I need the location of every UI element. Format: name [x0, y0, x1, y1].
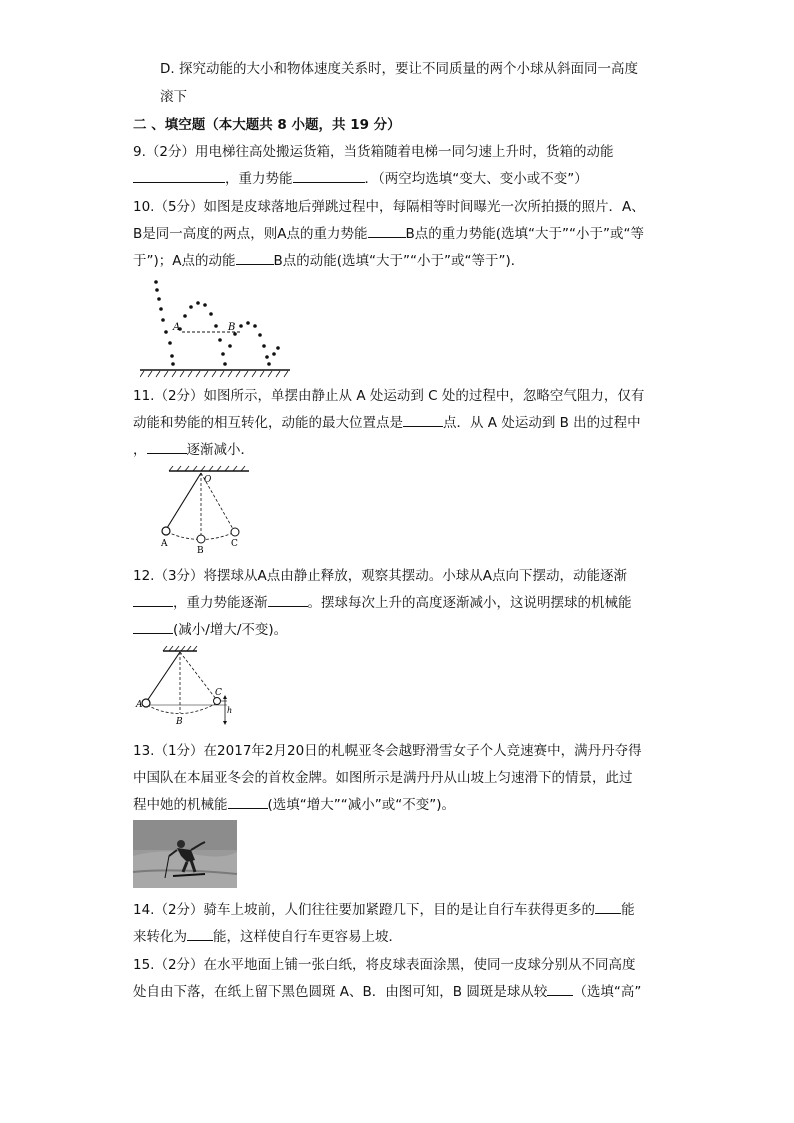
q10-text-3: 于”)；A点的动能 [133, 253, 236, 269]
q15-blank-1[interactable] [547, 983, 573, 996]
section-heading: 二 、填空题（本大题共 8 小题，共 19 分） [133, 117, 401, 133]
q12-pendulum-figure [133, 645, 243, 727]
q13-line3 [133, 796, 455, 814]
q11-blank-1[interactable] [403, 414, 443, 427]
option-d-line1: D. 探究动能的大小和物体速度关系时，要让不同质量的两个小球从斜面同一高度 [160, 61, 638, 77]
q12-text-3: (减小/增大/不变)。 [173, 622, 288, 638]
q14-blank-1[interactable] [595, 901, 621, 914]
q11-text-1: 动能和势能的相互转化，动能的最大位置点是 [133, 415, 403, 431]
q12-line3 [133, 621, 287, 639]
q11-line1: 11.（2分）如图所示，单摆由静止从 A 处运动到 C 处的过程中，忽略空气阻力，仅有 [133, 388, 645, 404]
q11-text-2: 点．从 A 处运动到 B 出的过程中 [443, 415, 641, 431]
q9-blank-2[interactable] [293, 170, 365, 183]
q10-line2 [133, 225, 644, 243]
q12-blank-2[interactable] [268, 594, 308, 607]
q12-label-a: A [136, 700, 143, 710]
q11-blank-2[interactable] [147, 441, 187, 454]
q14-blank-2[interactable] [187, 928, 213, 941]
q14-line2 [133, 928, 402, 946]
q11-line3 [133, 441, 254, 459]
q9-text-1: ，重力势能 [225, 171, 293, 187]
q10-text-2: B点的重力势能(选填“大于”“小于”或“等 [405, 226, 644, 242]
q15-line2 [133, 983, 641, 1001]
q10-blank-1[interactable] [368, 225, 406, 238]
q11-label-a: A [161, 539, 168, 549]
q12-text-1: ，重力势能逐渐 [173, 595, 268, 611]
q12-line1: 12.（3分）将摆球从A点由静止释放，观察其摆动。小球从A点向下摆动，动能逐渐 [133, 568, 628, 584]
q11-line2 [133, 414, 641, 432]
q13-text-1: 程中她的机械能 [133, 797, 228, 813]
q13-text-2: (选填“增大”“减小”或“不变”)。 [267, 797, 455, 813]
q11-label-b: B [197, 546, 204, 555]
q13-skier-photo [133, 820, 237, 888]
q10-text-1: B是同一高度的两点，则A点的重力势能 [133, 226, 368, 242]
q12-line2 [133, 594, 632, 612]
q13-line1: 13.（1分）在2017年2月20日的札幌亚冬会越野滑雪女子个人竞速赛中，满丹丹夺得 [133, 743, 642, 759]
q14-line1 [133, 901, 635, 919]
q15-line1: 15.（2分）在水平地面上铺一张白纸，将皮球表面涂黑，使同一皮球分别从不同高度 [133, 957, 636, 973]
q11-text-3: ， [133, 442, 147, 458]
q12-label-b: B [176, 717, 183, 727]
q10-blank-2[interactable] [236, 252, 274, 265]
q13-line2: 中国队在本届亚冬会的首枚金牌。如图所示是满丹丹从山坡上匀速滑下的情景，此过 [133, 770, 633, 786]
q10-label-b: B [228, 322, 236, 333]
q10-line1: 10.（5分）如图是皮球落地后弹跳过程中，每隔相等时间曝光一次所拍摄的照片．A、 [133, 199, 645, 215]
q14-text-3: 来转化为 [133, 929, 187, 945]
q15-text-2: （选填“高” [573, 984, 642, 1000]
q14-text-4: 能，这样使自行车更容易上坡． [213, 929, 402, 945]
q12-label-c: C [215, 688, 222, 698]
q10-line3 [133, 252, 524, 270]
q13-blank-1[interactable] [228, 796, 268, 809]
q12-text-2: 。摆球每次上升的高度逐渐减小，这说明摆球的机械能 [307, 595, 632, 611]
option-d-line2: 滚下 [160, 89, 187, 105]
q12-blank-3[interactable] [133, 621, 173, 634]
q12-blank-1[interactable] [133, 594, 173, 607]
q10-label-a: A [173, 322, 181, 333]
q10-bouncing-ball-figure [140, 276, 290, 380]
q12-label-h: h [227, 706, 233, 715]
q10-text-4: B点的动能(选填“大于”“小于”或“等于”)． [273, 253, 525, 269]
q14-text-1: 14.（2分）骑车上坡前，人们往往要加紧蹬几下，目的是让自行车获得更多的 [133, 902, 596, 918]
q11-label-o: O [204, 475, 212, 485]
q9-line2 [133, 170, 588, 188]
q9-line1: 9.（2分）用电梯往高处搬运货箱，当货箱随着电梯一同匀速上升时，货箱的动能 [133, 144, 614, 160]
q9-text-2: ．（两空均选填“变大、变小或不变”） [364, 171, 588, 187]
q11-text-4: 逐渐减小． [186, 442, 254, 458]
q15-text-1: 处自由下落，在纸上留下黑色圆斑 A、B．由图可知，B 圆斑是球从较 [133, 984, 548, 1000]
q9-blank-1[interactable] [133, 170, 225, 183]
q14-text-2: 能 [621, 902, 635, 918]
q11-pendulum-figure [155, 465, 265, 555]
q11-label-c: C [231, 539, 238, 549]
